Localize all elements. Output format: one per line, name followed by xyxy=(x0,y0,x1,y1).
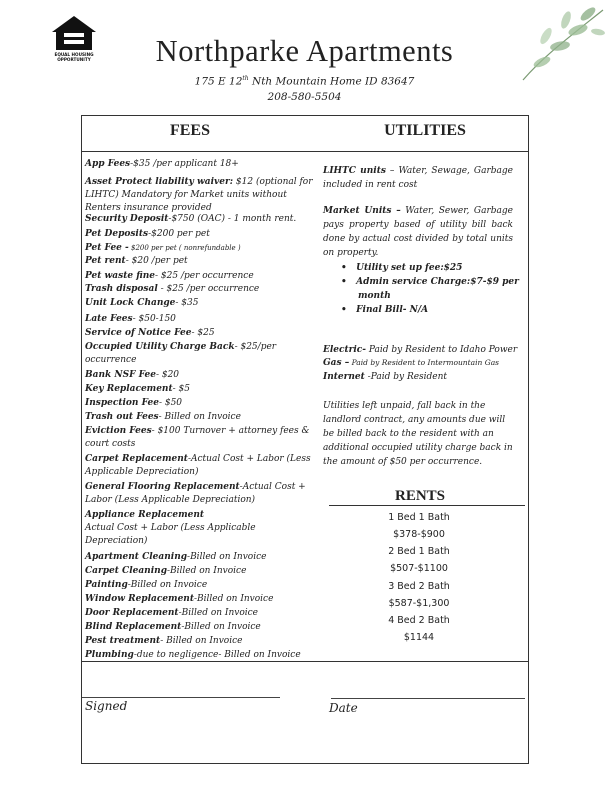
header-divider xyxy=(81,151,529,152)
fee-item: Blind Replacement-Billed on Invoice xyxy=(85,622,261,632)
utility-bullet: • Admin service Charge:$7-$9 per month xyxy=(341,277,519,301)
utilities-heading: UTILITIES xyxy=(384,122,466,139)
fee-item: Carpet Replacement-Actual Cost + Labor (Less Applicable Depreciation) xyxy=(85,454,311,477)
fee-item: Occupied Utility Charge Back- $25/per occurrence xyxy=(85,342,277,365)
rent-line: $507-$1100 xyxy=(390,563,448,574)
date-label: Date xyxy=(329,701,358,715)
fee-item: Pet Fee - $200 per pet ( nonrefundable ) xyxy=(85,243,241,253)
rent-line: $587-$1,300 xyxy=(388,598,450,609)
fee-item: Pet rent- $20 /per pet xyxy=(85,256,188,266)
utility-bullet: • Utility set up fee:$25 xyxy=(341,263,463,273)
rents-underline xyxy=(329,505,525,506)
fee-item: Security Deposit-$750 (OAC) - 1 month rent. xyxy=(85,214,297,224)
lihtc-utilities: LIHTC units – Water, Sewage, Garbage included in rent cost xyxy=(323,166,513,190)
rent-line: 1 Bed 1 Bath xyxy=(388,512,450,523)
date-field[interactable] xyxy=(331,698,525,699)
unpaid-utilities-note: Utilities left unpaid, fall back in the landlord contract, any amounts due will be billed back to the resident with an additional occupied utility charge back in the amount of $50 per occurrence. xyxy=(323,401,513,467)
fee-item: General Flooring Replacement-Actual Cost + Labor (Less Applicable Depreciation) xyxy=(85,482,306,505)
fee-item: Unit Lock Change- $35 xyxy=(85,298,199,308)
rent-line: $1144 xyxy=(403,632,435,643)
fee-item: Appliance Replacement Actual Cost + Labor (Less Applicable Depreciation) xyxy=(85,510,256,546)
svg-text:OPPORTUNITY: OPPORTUNITY xyxy=(57,57,91,62)
rent-line: 3 Bed 2 Bath xyxy=(388,581,450,592)
rent-line: 2 Bed 1 Bath xyxy=(388,546,450,557)
fee-item: Service of Notice Fee- $25 xyxy=(85,328,215,338)
signed-label: Signed xyxy=(85,699,128,713)
fee-item: Inspection Fee- $50 xyxy=(85,398,183,408)
fee-item: Pet waste fine- $25 /per occurrence xyxy=(85,271,254,281)
fee-item: Plumbing-due to negligence- Billed on Invoice xyxy=(85,650,301,660)
signature-field[interactable] xyxy=(82,697,280,698)
fee-item: Pest treatment- Billed on Invoice xyxy=(85,636,243,646)
fee-item: Bank NSF Fee- $20 xyxy=(85,370,180,380)
market-utilities: Market Units – Water, Sewer, Garbage pays property based of utility bill back done by actual cost divided by total units on property. xyxy=(323,206,513,258)
fee-item: Late Fees- $50-150 xyxy=(85,314,176,324)
fee-item: Trash disposal - $25 /per occurrence xyxy=(85,284,260,294)
rent-line: $378-$900 xyxy=(393,529,445,540)
fee-item: Eviction Fees- $100 Turnover + attorney fees & court costs xyxy=(85,426,310,449)
utility-bullet: • Final Bill- N/A xyxy=(341,305,429,315)
page-title: Northparke Apartments xyxy=(155,34,454,68)
fee-item: Carpet Cleaning-Billed on Invoice xyxy=(85,566,247,576)
fee-item: Key Replacement- $5 xyxy=(85,384,190,394)
address: 175 E 12th Nth Mountain Home ID 83647 xyxy=(194,75,415,88)
fee-item: Painting-Billed on Invoice xyxy=(85,580,208,590)
fee-item: Apartment Cleaning-Billed on Invoice xyxy=(85,552,267,562)
internet-utility: Internet -Paid by Resident xyxy=(323,372,448,382)
fee-item: Door Replacement-Billed on Invoice xyxy=(85,608,259,618)
fees-heading: FEES xyxy=(169,122,210,139)
fee-item: App Fees-$35 /per applicant 18+ xyxy=(85,159,239,169)
rents-heading: RENTS xyxy=(394,488,446,504)
fee-item: Asset Protect liability waiver: $12 (optional for LIHTC) Mandatory for Market units without Renters insurance provided xyxy=(85,177,313,213)
electric-utility: Electric- Paid by Resident to Idaho Power xyxy=(323,345,518,355)
fee-item: Trash out Fees- Billed on Invoice xyxy=(85,412,241,422)
fee-item: Window Replacement-Billed on Invoice xyxy=(85,594,274,604)
rent-line: 4 Bed 2 Bath xyxy=(388,615,450,626)
phone-number: 208-580-5504 xyxy=(267,91,342,103)
svg-text:EQUAL HOUSING: EQUAL HOUSING xyxy=(54,52,94,57)
fee-item: Pet Deposits-$200 per pet xyxy=(85,229,210,239)
gas-utility: Gas – Paid by Resident to Intermountain Gas xyxy=(323,358,500,368)
